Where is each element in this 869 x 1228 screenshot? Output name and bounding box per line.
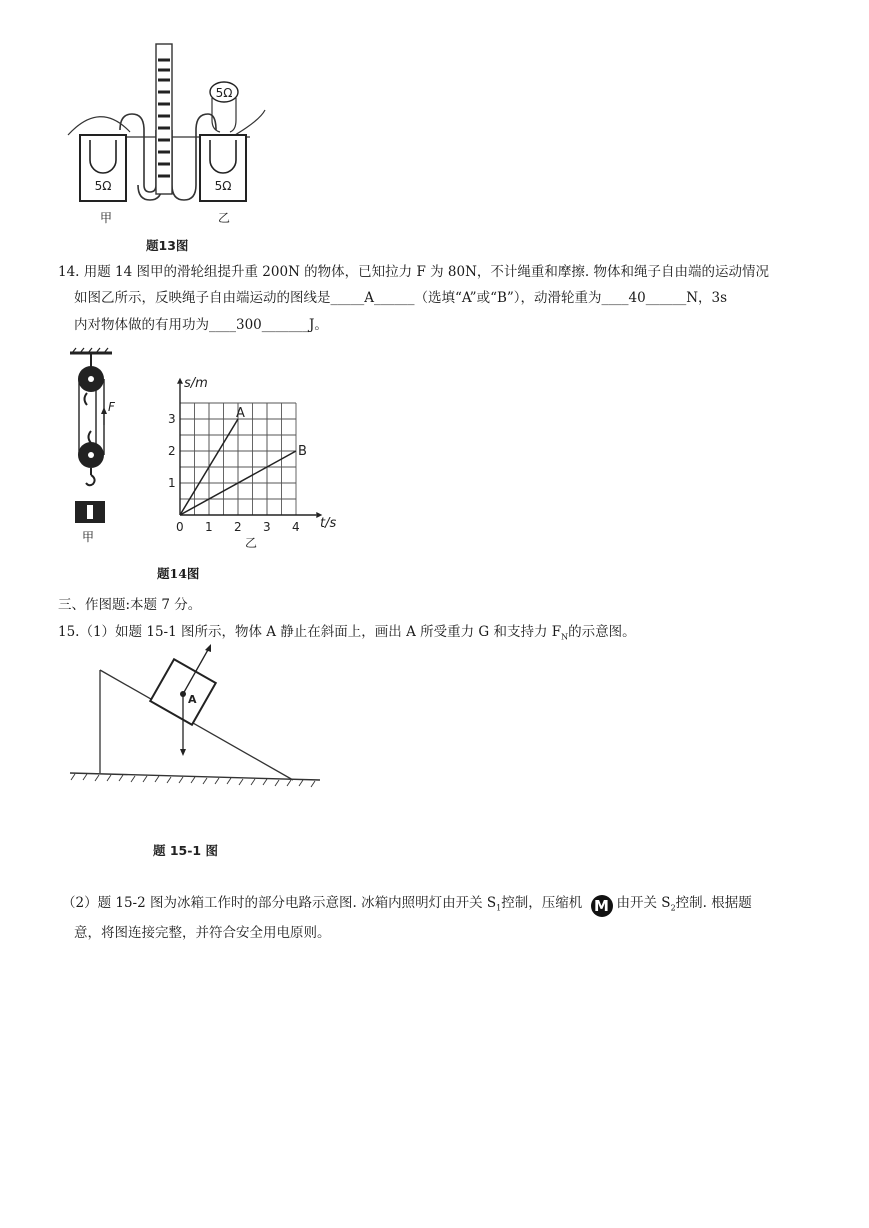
figure-14-caption: 题14图	[157, 566, 200, 581]
q15-part2-line1	[62, 894, 752, 918]
x-tick-label: 2	[234, 520, 242, 534]
y-tick-label: 1	[168, 476, 176, 490]
motor-icon	[591, 895, 613, 917]
series-label-b: B	[298, 444, 307, 459]
x-tick-label: 4	[292, 520, 300, 534]
figure-15-1-caption: 题 15-1 图	[153, 843, 218, 858]
q15-part1-text: 15.（1）如题 15-1 图所示，物体 A 静止在斜面上，画出 A 所受重力 G 和支持力 F	[58, 624, 562, 640]
q15-part1-sub: N	[561, 632, 569, 642]
y-tick-label: 3	[168, 412, 176, 426]
q14-line2: 如图乙所示，反映绳子自由端运动的图线是_____A______（选填“A”或“B”），动滑轮重为____40______N，3s	[74, 290, 728, 306]
q15b-pre: （2）题 15-2 图为冰箱工作时的部分电路示意图. 冰箱内照明灯由开关 S	[62, 895, 497, 911]
q15-part1-end: 的示意图。	[568, 624, 636, 640]
series-label-a: A	[236, 406, 245, 421]
graph-xlabel: t/s	[320, 516, 337, 531]
x-tick-label: 0	[176, 520, 184, 534]
section-3-heading: 三、作图题:本题 7 分。	[58, 597, 202, 613]
block-a-label: A	[188, 693, 197, 706]
q15b-s1-sub: 1	[496, 903, 502, 913]
figure-13-caption: 题13图	[146, 238, 189, 253]
y-axis-arrow	[177, 378, 183, 384]
figure-15-1	[65, 640, 335, 865]
resistor-top-label: 5Ω	[215, 86, 233, 100]
force-label-F: F	[108, 400, 115, 414]
resistor-left-label: 5Ω	[94, 179, 112, 193]
label-yi-14: 乙	[245, 536, 258, 550]
q14-line3: 内对物体做的有用功为____300_______J。	[74, 317, 328, 333]
figure-14-pulley	[60, 345, 140, 545]
q15b-s2-sub: 2	[670, 903, 676, 913]
q15b-mid2: 由开关 S	[616, 895, 671, 911]
motor-symbol: M	[594, 897, 609, 915]
q15-part2-line2: 意，将图连接完整，并符合安全用电原则。	[74, 925, 331, 941]
label-jia-14: 甲	[82, 530, 95, 544]
label-jia: 甲	[100, 211, 113, 225]
figure-14-graph	[160, 365, 350, 555]
resistor-right-label: 5Ω	[214, 179, 232, 193]
x-tick-label: 3	[263, 520, 271, 534]
figure-13	[60, 40, 280, 260]
q15b-mid: 控制，压缩机	[501, 895, 583, 911]
graph-ylabel: s/m	[184, 376, 208, 391]
x-tick-label: 1	[205, 520, 213, 534]
q15b-post: 控制. 根据题	[675, 895, 752, 911]
label-yi: 乙	[218, 211, 231, 225]
y-tick-label: 2	[168, 444, 176, 458]
q14-line1: 14. 用题 14 图甲的滑轮组提升重 200N 的物体，已知拉力 F 为 80N，不计绳重和摩擦. 物体和绳子自由端的运动情况	[58, 264, 769, 280]
